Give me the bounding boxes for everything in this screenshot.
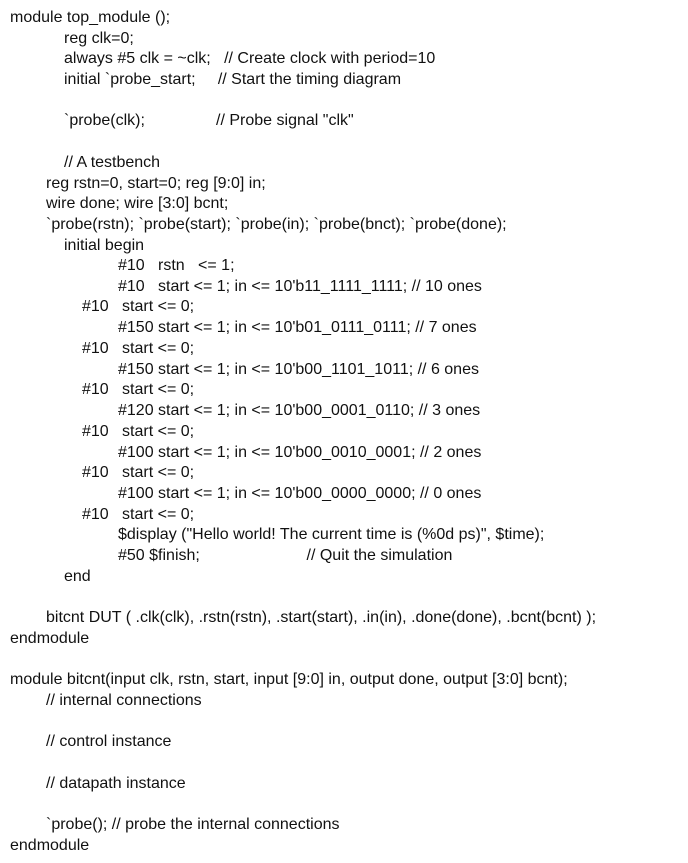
code-line-29: module bitcnt(input clk, rstn, start, input [9:0] in, output done, output [3:0] bcnt); bbox=[10, 671, 568, 688]
code-line-5: `probe(clk); // Probe signal "clk" bbox=[64, 112, 354, 129]
code-line-9: `probe(rstn); `probe(start); `probe(in); `probe(bnct); `probe(done); bbox=[46, 216, 507, 233]
code-line-6: // A testbench bbox=[64, 154, 161, 171]
code-line-30: // internal connections bbox=[46, 692, 202, 709]
code-line-7: reg rstn=0, start=0; reg [9:0] in; bbox=[46, 175, 266, 192]
code-line-18: #120 start <= 1; in <= 10'b00_0001_0110; // 3 ones bbox=[118, 402, 481, 419]
code-line-3: always #5 clk = ~clk; // Create clock with period=10 bbox=[64, 50, 436, 67]
code-line-2: reg clk=0; bbox=[64, 30, 134, 47]
code-line-10: initial begin bbox=[64, 237, 145, 254]
code-line-33: `probe(); // probe the internal connections bbox=[46, 816, 340, 833]
code-line-24: $display ("Hello world! The current time is (%0d ps)", $time); bbox=[118, 526, 545, 543]
code-line-17: #10 start <= 0; bbox=[82, 381, 195, 398]
code-line-12: #10 start <= 1; in <= 10'b11_1111_1111; // 10 ones bbox=[118, 278, 482, 295]
code-line-22: #100 start <= 1; in <= 10'b00_0000_0000; // 0 ones bbox=[118, 485, 482, 502]
code-line-13: #10 start <= 0; bbox=[82, 298, 195, 315]
code-line-16: #150 start <= 1; in <= 10'b00_1101_1011; // 6 ones bbox=[118, 361, 479, 378]
code-line-1: module top_module (); bbox=[10, 9, 171, 26]
code-line-8: wire done; wire [3:0] bcnt; bbox=[46, 195, 229, 212]
code-line-23: #10 start <= 0; bbox=[82, 506, 195, 523]
code-line-31: // control instance bbox=[46, 733, 172, 750]
code-line-20: #100 start <= 1; in <= 10'b00_0010_0001; // 2 ones bbox=[118, 444, 482, 461]
code-line-21: #10 start <= 0; bbox=[82, 464, 195, 481]
code-line-27: bitcnt DUT ( .clk(clk), .rstn(rstn), .start(start), .in(in), .done(done), .bcnt(bcnt) ); bbox=[46, 609, 597, 626]
code-line-19: #10 start <= 0; bbox=[82, 423, 195, 440]
code-line-28: endmodule bbox=[10, 630, 90, 647]
code-line-11: #10 rstn <= 1; bbox=[118, 257, 235, 274]
code-line-25: #50 $finish; // Quit the simulation bbox=[118, 547, 453, 564]
code-line-34: endmodule bbox=[10, 837, 90, 854]
code-line-26: end bbox=[64, 568, 91, 585]
code-line-32: // datapath instance bbox=[46, 775, 186, 792]
code-line-15: #10 start <= 0; bbox=[82, 340, 195, 357]
code-line-14: #150 start <= 1; in <= 10'b01_0111_0111; // 7 ones bbox=[118, 319, 477, 336]
code-line-4: initial `probe_start; // Start the timing diagram bbox=[64, 71, 402, 88]
